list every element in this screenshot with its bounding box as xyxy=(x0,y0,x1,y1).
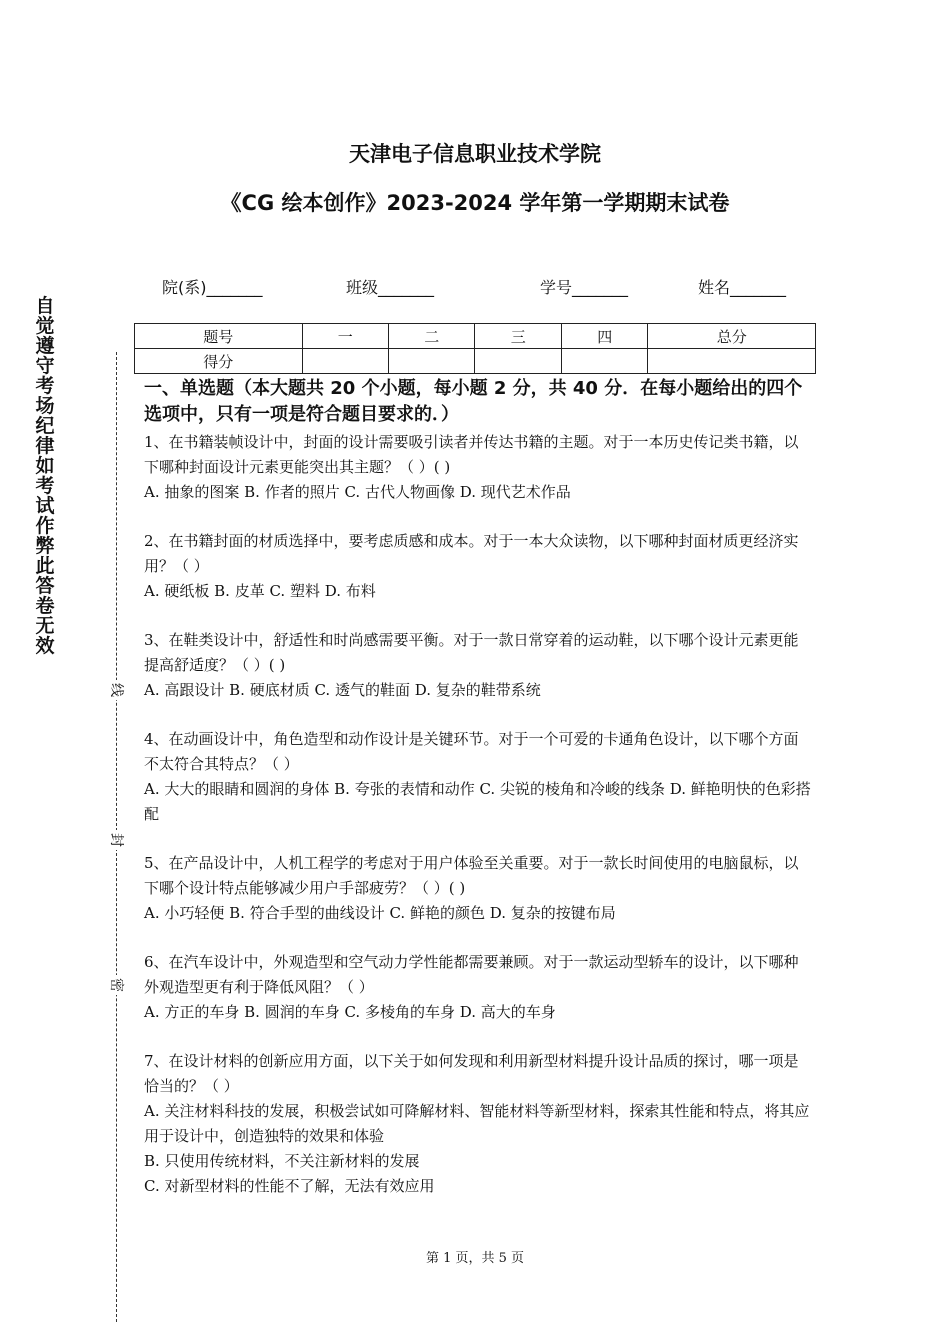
score-table-header-row xyxy=(135,324,816,349)
question-stem: 6、在汽车设计中，外观造型和空气动力学性能都需要兼顾。对于一款运动型轿车的设计，以下哪种外观造型更有利于降低风阻？（ ） xyxy=(144,953,799,996)
page-number: 第 1 页，共 5 页 xyxy=(425,1251,525,1266)
question-options: A. 抽象的图案 B. 作者的照片 C. 古代人物画像 D. 现代艺术作品 xyxy=(144,483,571,501)
exam-discipline-notice: 自觉遵守考场纪律如考试作弊此答卷无效 xyxy=(35,295,55,657)
seal-label-secret: 密 xyxy=(107,975,127,995)
table-cell xyxy=(388,349,474,374)
seal-label-line: 线 xyxy=(107,680,127,700)
table-cell: 三 xyxy=(475,324,561,349)
question xyxy=(144,430,812,505)
question-stem: 4、在动画设计中，角色造型和动作设计是关键环节。对于一个可爱的卡通角色设计，以下哪个方面不太符合其特点？（ ） xyxy=(144,730,799,773)
question xyxy=(144,851,812,926)
table-cell xyxy=(475,349,561,374)
question-stem: 2、在书籍封面的材质选择中，要考虑质感和成本。对于一本大众读物，以下哪种封面材质更经济实用？（ ） xyxy=(144,532,799,575)
question-option: C. 对新型材料的性能不了解，无法有效应用 xyxy=(144,1177,435,1195)
section-heading: 一、单选题（本大题共 20 个小题，每小题 2 分，共 40 分．在每小题给出的四个选项中，只有一项是符合题目要求的．） xyxy=(144,378,803,425)
table-cell xyxy=(302,349,388,374)
student-id-field: 学号_______ xyxy=(540,278,629,297)
department-field: 院(系)_______ xyxy=(162,278,263,297)
question-options: A. 小巧轻便 B. 符合手型的曲线设计 C. 鲜艳的颜色 D. 复杂的按键布局 xyxy=(144,904,616,922)
name-field: 姓名_______ xyxy=(698,278,787,297)
seal-label-seal: 封 xyxy=(107,830,127,850)
table-cell xyxy=(648,349,816,374)
question xyxy=(144,950,812,1025)
table-cell: 二 xyxy=(388,324,474,349)
exam-content xyxy=(144,376,812,1199)
question xyxy=(144,1049,812,1199)
table-cell: 题号 xyxy=(135,324,303,349)
table-cell: 总分 xyxy=(648,324,816,349)
exam-title: 《CG 绘本创作》2023-2024 学年第一学期期末试卷 xyxy=(220,191,730,215)
question-options: A. 硬纸板 B. 皮革 C. 塑料 D. 布料 xyxy=(144,582,376,600)
class-field: 班级_______ xyxy=(346,278,435,297)
question-options: A. 方正的车身 B. 圆润的车身 C. 多棱角的车身 D. 高大的车身 xyxy=(144,1003,556,1021)
question-options: A. 大大的眼睛和圆润的身体 B. 夸张的表情和动作 C. 尖锐的棱角和冷峻的线条 D. 鲜艳明快的色彩搭配 xyxy=(144,780,811,823)
question-stem: 3、在鞋类设计中，舒适性和时尚感需要平衡。对于一款日常穿着的运动鞋，以下哪个设计元素更能提高舒适度？（ ）( ) xyxy=(144,631,799,674)
question xyxy=(144,529,812,604)
table-cell xyxy=(561,349,647,374)
question-stem: 7、在设计材料的创新应用方面，以下关于如何发现和利用新型材料提升设计品质的探讨，哪一项是恰当的？（ ） xyxy=(144,1052,799,1095)
score-table-score-row xyxy=(135,349,816,374)
table-cell: 得分 xyxy=(135,349,303,374)
question-option: B. 只使用传统材料，不关注新材料的发展 xyxy=(144,1152,420,1170)
question-option: A. 关注材料科技的发展，积极尝试如可降解材料、智能材料等新型材料，探索其性能和特点，将其应用于设计中，创造独特的效果和体验 xyxy=(144,1102,810,1145)
question-stem: 5、在产品设计中，人机工程学的考虑对于用户体验至关重要。对于一款长时间使用的电脑鼠标，以下哪个设计特点能够减少用户手部疲劳？（ ）( ) xyxy=(144,854,799,897)
question xyxy=(144,628,812,703)
table-cell: 一 xyxy=(302,324,388,349)
question-stem: 1、在书籍装帧设计中，封面的设计需要吸引读者并传达书籍的主题。对于一本历史传记类书籍，以下哪种封面设计元素更能突出其主题？（ ）( ) xyxy=(144,433,799,476)
question-options: A. 高跟设计 B. 硬底材质 C. 透气的鞋面 D. 复杂的鞋带系统 xyxy=(144,681,541,699)
question xyxy=(144,727,812,827)
table-cell: 四 xyxy=(561,324,647,349)
score-table xyxy=(134,323,816,374)
school-name: 天津电子信息职业技术学院 xyxy=(349,142,601,166)
